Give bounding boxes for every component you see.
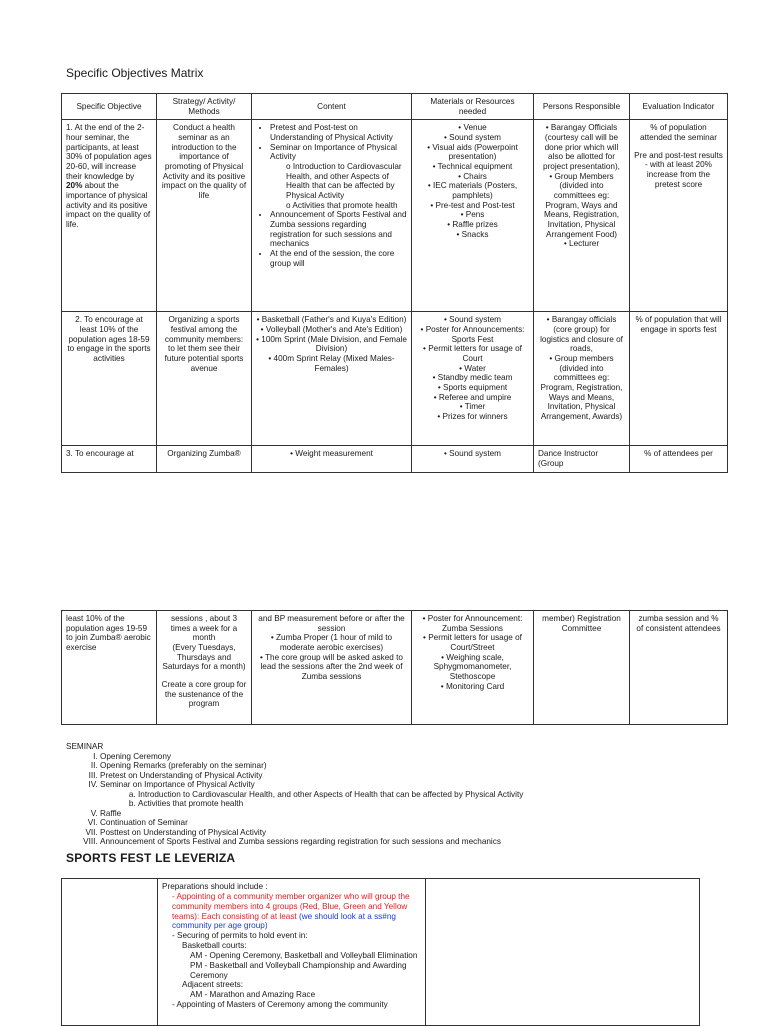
list-item: IV. Seminar on Importance of Physical Activity a. Introduction to Cardiovascular Health, and other Aspects of Health that can be affected by Physical Activity b. Activities that promote health <box>100 780 523 809</box>
list-item: • Venue <box>416 123 529 133</box>
list-item: • Monitoring Card <box>416 682 529 692</box>
list-item: • Permit letters for usage of Court <box>416 344 529 363</box>
list-item: • Technical equipment <box>416 162 529 172</box>
header-cell: Materials or Resources needed <box>412 94 534 120</box>
list-item: • Barangay officials (core group) for logistics and closure of roads, <box>538 315 625 354</box>
list-item: • Water <box>416 364 529 374</box>
strategy-text: Create a core group for the sustenance of the program <box>161 680 247 709</box>
list-item: • Group Members (divided into committees eg: Program, Ways and Means, Registration, Invitation, Physical Arrangement Food) <box>538 172 625 240</box>
permits-text: - Securing of permits to hold event in: <box>172 931 308 941</box>
seminar-heading: SEMINAR <box>66 742 104 751</box>
list-item: • Timer <box>416 402 529 412</box>
list-item: I. Opening Ceremony <box>100 752 523 762</box>
header-cell: Strategy/ Activity/ Methods <box>157 94 252 120</box>
evaluation-cell <box>630 120 728 312</box>
masters-of-ceremony-text: - Appointing of Masters of Ceremony among the community <box>172 1000 388 1010</box>
list-item: II. Opening Remarks (preferably on the seminar) <box>100 761 523 771</box>
list-item: • Sound system <box>416 449 529 459</box>
table-row <box>62 446 728 472</box>
list-item: • Barangay Officials (courtesy call will be done prior which will also be allotted for project presentation), <box>538 123 625 171</box>
header-row <box>62 94 728 120</box>
header-cell: Specific Objective <box>62 94 157 120</box>
list-item: VI. Continuation of Seminar <box>100 818 523 828</box>
preparations-intro: Preparations should include : <box>162 882 268 891</box>
materials-cell <box>412 312 534 446</box>
list-item: • Visual aids (Powerpoint presentation) <box>416 143 529 162</box>
list-item: • Group members (divided into committees eg: Program, Registration, Ways and Means, Invitation, Physical Arrangement, Awards) <box>538 354 625 422</box>
evaluation-cell: % of attendees per <box>630 446 728 472</box>
list-item: • Permit letters for usage of Court/Street <box>416 633 529 652</box>
list-item: • Seminar on Importance of Physical Activity o Introduction to Cardiovascular Health, and other Aspects of Health that can be affected by Physical Activity o Activities that promote health <box>270 143 407 211</box>
evaluation-text: % of population attended the seminar <box>640 123 717 143</box>
strategy-text: sessions , about 3 times a week for a month <box>170 614 238 643</box>
objectives-matrix-continuation-table <box>61 610 728 725</box>
list-item: • Pretest and Post-test on Understanding of Physical Activity <box>270 123 407 142</box>
sports-fest-title: SPORTS FEST LE LEVERIZA <box>66 851 236 865</box>
list-item: o Activities that promote health <box>286 201 407 211</box>
strategy-cell: Organizing a sports festival among the community members: to let them see their future potential sports avenue <box>157 312 252 446</box>
list-item: • Sports equipment <box>416 383 529 393</box>
strategy-cell <box>157 611 252 725</box>
header-cell: Persons Responsible <box>534 94 630 120</box>
list-item: • Basketball (Father's and Kuya's Edition) <box>256 315 407 325</box>
list-item: • At the end of the session, the core group will <box>270 249 407 268</box>
evaluation-cell: % of population that will engage in sports fest <box>630 312 728 446</box>
venue-text: Adjacent streets: <box>182 980 243 990</box>
seminar-outline <box>66 742 523 847</box>
objective-cell: 3. To encourage at <box>62 446 157 472</box>
content-cell <box>252 120 412 312</box>
table-row <box>62 120 728 312</box>
objective-cell: 1. At the end of the 2-hour seminar, the participants, at least 30% of population ages 20-60, will increase their knowledge by 20% about the importance of physical activity and its positive impact on the quality of life. <box>62 120 157 312</box>
materials-cell <box>412 446 534 472</box>
materials-cell <box>412 611 534 725</box>
list-item: b. Activities that promote health <box>138 799 523 809</box>
list-item: a. Introduction to Cardiovascular Health, and other Aspects of Health that can be affected by Physical Activity <box>138 790 523 800</box>
schedule-text: AM - Opening Ceremony, Basketball and Volleyball Elimination <box>190 950 418 960</box>
persons-cell <box>534 312 630 446</box>
list-item: • Sound system <box>416 315 529 325</box>
list-item: • IEC materials (Posters, pamphlets) <box>416 181 529 200</box>
evaluation-text: Pre and post-test results - with at least 20% increase from the pretest score <box>634 150 723 189</box>
persons-cell <box>534 120 630 312</box>
list-item: • Pre-test and Post-test <box>416 201 529 211</box>
materials-cell <box>412 120 534 312</box>
objective-cell: 2. To encourage at least 10% of the population ages 18-59 to engage in the sports activities <box>62 312 157 446</box>
list-item: • 400m Sprint Relay (Mixed Males-Females) <box>256 354 407 373</box>
appointing-organizer-text: - Appointing of a community member organizer who will group the community members into 4 groups (Red, Blue, Green and Yellow teams): Each consisting of at least (we should look at a ss#ng community per age group) <box>172 891 410 931</box>
objective-cell: least 10% of the population ages 19-59 to join Zumba® aerobic exercise <box>62 611 157 725</box>
list-item: • Announcement of Sports Festival and Zumba sessions regarding registration for such sessions and mechanics <box>270 210 407 249</box>
persons-cell: Dance Instructor (Group <box>534 446 630 472</box>
list-item: • Weighing scale, Sphygmomanometer, Stethoscope <box>416 653 529 682</box>
content-text: and BP measurement before or after the session <box>258 614 405 633</box>
empty-cell <box>62 879 158 1026</box>
list-item: • Weight measurement <box>256 449 407 459</box>
list-item: VII. Posttest on Understanding of Physical Activity <box>100 828 523 838</box>
list-item: • Pens <box>416 210 529 220</box>
list-item: • Lecturer <box>538 239 625 249</box>
table-row <box>62 312 728 446</box>
header-cell: Content <box>252 94 412 120</box>
strategy-cell: Conduct a health seminar as an introduction to the importance of promoting of Physical Activity and its positive impact on the quality of life <box>157 120 252 312</box>
list-item: • Poster for Announcements: Sports Fest <box>416 325 529 344</box>
header-cell: Evaluation Indicator <box>630 94 728 120</box>
list-item: • Standby medic team <box>416 373 529 383</box>
content-cell <box>252 446 412 472</box>
list-item: • Raffle prizes <box>416 220 529 230</box>
list-item: o Introduction to Cardiovascular Health, and other Aspects of Health that can be affected by Physical Activity <box>286 162 407 201</box>
strategy-text: (Every Tuesdays, Thursdays and Saturdays for a month) <box>162 643 246 672</box>
schedule-text: AM - Marathon and Amazing Race <box>190 990 316 1000</box>
list-item: • The core group will be asked asked to lead the sessions after the 2nd week of Zumba sessions <box>256 653 407 682</box>
list-item: • 100m Sprint (Male Division, and Female Division) <box>256 335 407 354</box>
content-cell <box>252 312 412 446</box>
strategy-cell: Organizing Zumba® <box>157 446 252 472</box>
page-title: Specific Objectives Matrix <box>66 66 204 80</box>
preparations-cell <box>158 879 426 1026</box>
list-item: V. Raffle <box>100 809 523 819</box>
empty-cell <box>426 879 700 1026</box>
list-item: • Zumba Proper (1 hour of mild to moderate aerobic exercises) <box>256 633 407 652</box>
persons-cell: member) Registration Committee <box>534 611 630 725</box>
list-item: • Sound system <box>416 133 529 143</box>
content-cell <box>252 611 412 725</box>
table-row <box>62 611 728 725</box>
list-item: • Poster for Announcement: Zumba Sessions <box>416 614 529 633</box>
preparations-table <box>61 878 700 1026</box>
list-item: • Referee and umpire <box>416 393 529 403</box>
schedule-text: PM - Basketball and Volleyball Championship and Awarding Ceremony <box>190 960 407 980</box>
list-item: • Volleyball (Mother's and Ate's Edition) <box>256 325 407 335</box>
objectives-matrix-table <box>61 93 728 473</box>
evaluation-cell: zumba session and % of consistent attendees <box>630 611 728 725</box>
list-item: • Prizes for winners <box>416 412 529 422</box>
table-row <box>62 879 700 1026</box>
list-item: • Snacks <box>416 230 529 240</box>
list-item: VIII. Announcement of Sports Festival and Zumba sessions regarding registration for such sessions and mechanics <box>100 837 523 847</box>
list-item: III. Pretest on Understanding of Physical Activity <box>100 771 523 781</box>
venue-text: Basketball courts: <box>182 941 247 951</box>
list-item: • Chairs <box>416 172 529 182</box>
